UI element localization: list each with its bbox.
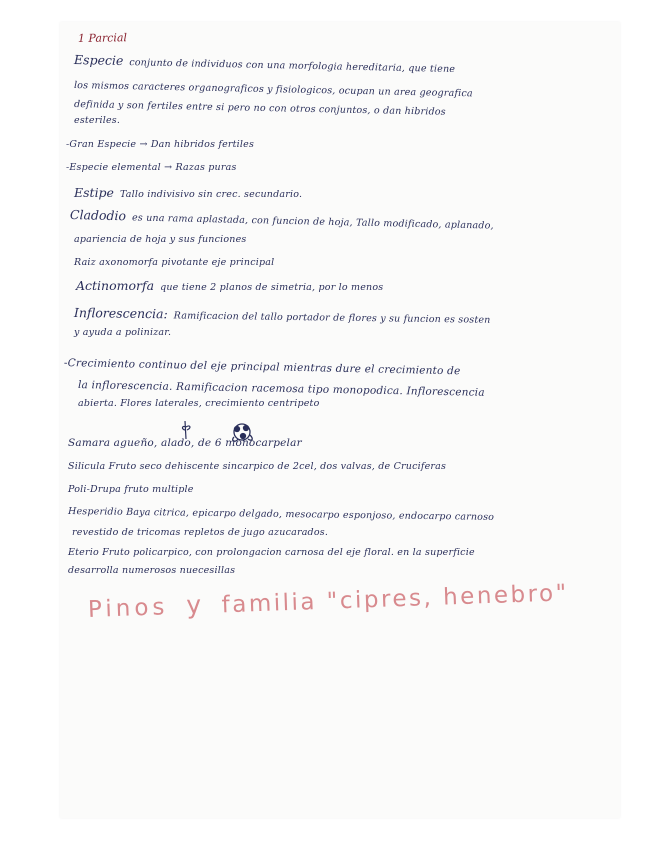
especie-line-2: los mismos caracteres organograficos y fisiologicos, ocupan un area geografica bbox=[73, 80, 473, 100]
inflorescencia-term: Inflorescencia: bbox=[73, 305, 168, 322]
red-note-y: y bbox=[185, 589, 205, 620]
samara-line: Samara agueño, alado, de 6 monocarpelar bbox=[68, 437, 302, 449]
inflorescencia-line-1 bbox=[74, 305, 491, 326]
red-pencil-note bbox=[87, 577, 569, 623]
actinomorfa-definition: que tiene 2 planos de simetria, por lo menos bbox=[160, 282, 384, 293]
crecimiento-line-3: abierta. Flores laterales, crecimiento centripeto bbox=[78, 398, 320, 409]
estipe-definition: Tallo indivisivo sin crec. secundario. bbox=[119, 189, 303, 200]
especie-line-1 bbox=[74, 52, 456, 75]
red-note-pinos: Pinos bbox=[87, 594, 169, 623]
actinomorfa-line bbox=[76, 278, 383, 293]
red-note-familia: familia "cipres, henebro" bbox=[221, 580, 570, 619]
inflorescencia-line-2: y ayuda a polinizar. bbox=[74, 327, 172, 338]
especie-elemental-line: -Especie elemental → Razas puras bbox=[66, 162, 237, 173]
cladodio-term: Cladodio bbox=[69, 207, 127, 224]
especie-line-4: esteriles. bbox=[74, 115, 121, 126]
especie-definition: conjunto de individuos con una morfologia hereditaria, que tiene bbox=[129, 57, 456, 75]
eterio-line-1: Eterio Fruto policarpico, con prolongacion carnosa del eje floral. en la superficie bbox=[68, 547, 475, 558]
especie-line-3: definida y son fertiles entre si pero no con otros conjuntos, o dan hibridos bbox=[73, 99, 446, 118]
estipe-line bbox=[74, 185, 302, 200]
actinomorfa-term: Actinomorfa bbox=[76, 278, 155, 293]
page-header: 1 Parcial bbox=[77, 31, 128, 45]
cladodio-line-2: apariencia de hoja y sus funciones bbox=[74, 234, 247, 245]
silicula-line: Silicula Fruto seco dehiscente sincarpico de 2cel, dos valvas, de Cruciferas bbox=[68, 461, 447, 472]
notebook-page bbox=[60, 22, 620, 818]
cladodio-definition: es una rama aplastada, con funcion de hoja, Tallo modificado, aplanado, bbox=[131, 212, 494, 232]
polidrupa-line: Poli-Drupa fruto multiple bbox=[68, 484, 194, 495]
estipe-term: Estipe bbox=[74, 185, 114, 200]
eterio-line-2: desarrolla numerosos nuecesillas bbox=[68, 565, 236, 576]
hesperidio-line-2: revestido de tricomas repletos de jugo azucarados. bbox=[72, 527, 329, 538]
raiz-line: Raiz axonomorfa pivotante eje principal bbox=[74, 257, 275, 268]
especie-term: Especie bbox=[73, 52, 124, 69]
hesperidio-line-1: Hesperidio Baya citrica, epicarpo delgado, mesocarpo esponjoso, endocarpo carnoso bbox=[67, 506, 495, 523]
inflorescencia-definition: Ramificacion del tallo portador de flores y su funcion es sosten bbox=[173, 310, 491, 326]
crecimiento-line-2: la inflorescencia. Ramificacion racemosa tipo monopodica. Inflorescencia bbox=[77, 379, 485, 399]
gran-especie-line: -Gran Especie → Dan hibridos fertiles bbox=[66, 139, 255, 150]
cladodio-line-1 bbox=[70, 207, 494, 232]
crecimiento-line-1: -Crecimiento continuo del eje principal mientras dure el crecimiento de bbox=[63, 357, 461, 378]
